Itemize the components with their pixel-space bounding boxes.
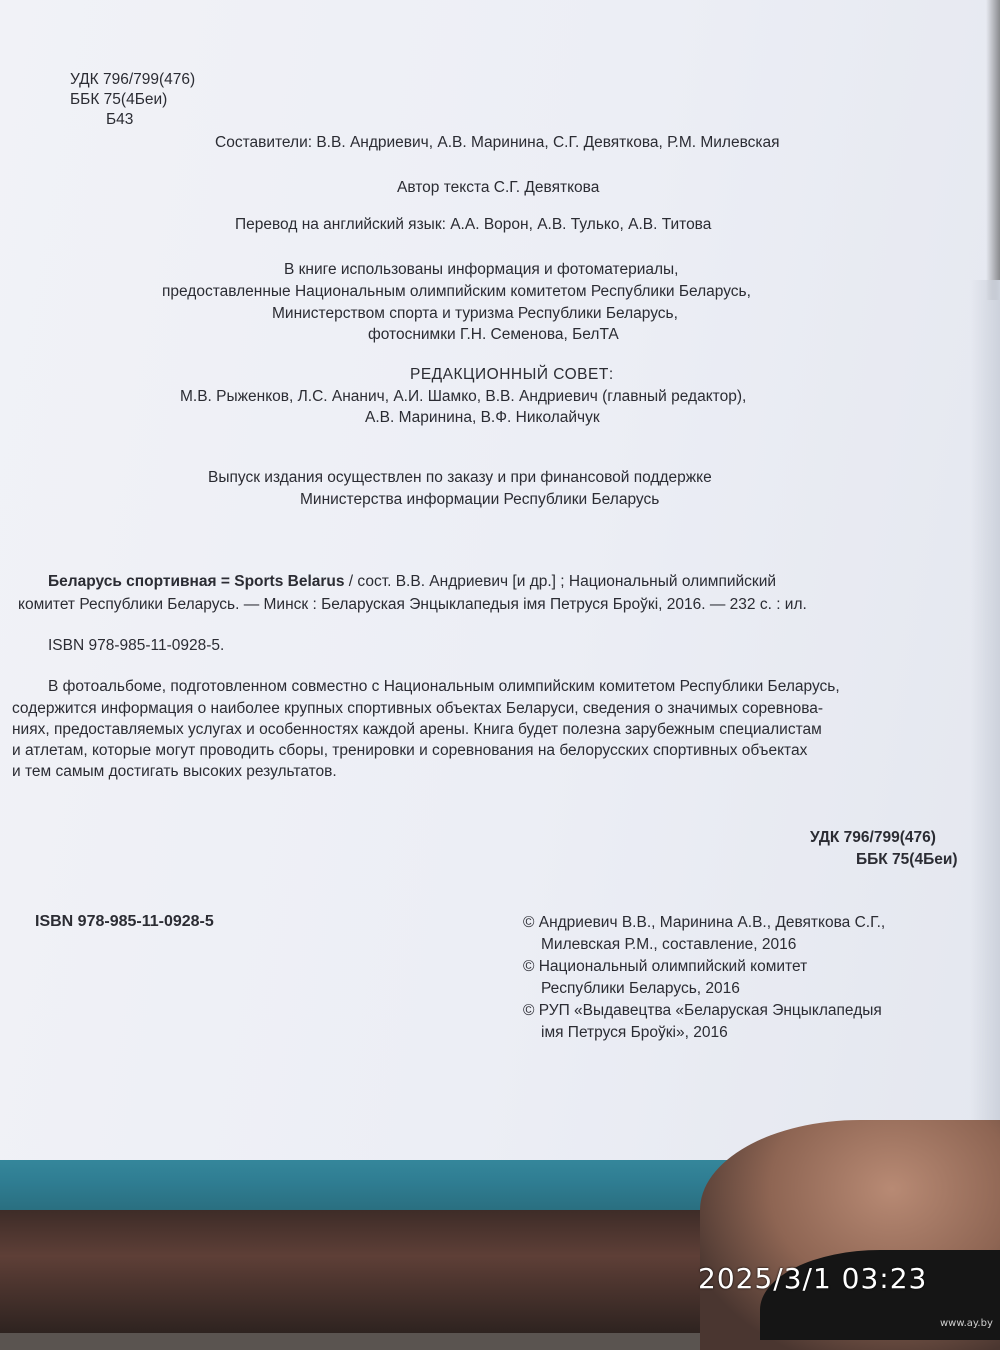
annotation-line: ниях, предоставляемых услугах и особенностях каждой арены. Книга будет полезна зарубежным специалистам xyxy=(12,721,822,738)
text-author-line: Автор текста С.Г. Девяткова xyxy=(397,179,600,196)
annotation-line: и тем самым достигать высоких результатов. xyxy=(12,763,337,780)
publication-note-line: Министерства информации Республики Беларусь xyxy=(300,491,660,508)
compilers-line: Составители: В.В. Андриевич, А.В. Маринина, С.Г. Девяткова, Р.М. Милевская xyxy=(215,134,780,151)
photo-timestamp: 2025/3/1 03:23 xyxy=(698,1262,928,1295)
photo-sources-line: фотоснимки Г.Н. Семенова, БелТА xyxy=(368,326,619,343)
photo-sources-line: Министерством спорта и туризма Республики Беларусь, xyxy=(272,305,678,322)
isbn-bottom: ISBN 978-985-11-0928-5 xyxy=(35,913,214,930)
annotation-line: и атлетам, которые могут проводить сборы, тренировки и соревнования на белорусских спортивных объектах xyxy=(12,742,808,759)
copyright-line: © Андриевич В.В., Маринина А.В., Девяткова С.Г., xyxy=(523,914,886,931)
page-edge xyxy=(970,280,1000,1140)
udk-code-top: УДК 796/799(476) xyxy=(70,71,196,88)
copyright-line: Милевская Р.М., составление, 2016 xyxy=(541,936,797,953)
copyright-line: © РУП «Выдавецтва «Беларуская Энцыклапедыя xyxy=(523,1002,882,1019)
page-shadow xyxy=(986,0,1000,300)
photo-sources-line: В книге использованы информация и фотоматериалы, xyxy=(284,261,679,278)
author-sign: Б43 xyxy=(106,111,134,128)
editorial-board-line: М.В. Рыженков, Л.С. Ананич, А.И. Шамко, В.В. Андриевич (главный редактор), xyxy=(180,388,747,405)
annotation-line: содержится информация о наиболее крупных спортивных объектах Беларуси, сведения о значимых соревнова- xyxy=(12,700,824,717)
isbn-record: ISBN 978-985-11-0928-5. xyxy=(48,637,225,654)
translation-line: Перевод на английский язык: А.А. Ворон, А.В. Тулько, А.В. Титова xyxy=(235,216,712,233)
bbk-code-top: ББК 75(4Беи) xyxy=(70,91,168,108)
site-watermark: www.ay.by xyxy=(940,1318,993,1329)
bibliographic-record-rest: / сост. В.В. Андриевич [и др.] ; Национальный олимпийский xyxy=(344,573,777,590)
bibliographic-record-line1 xyxy=(48,572,776,592)
book-title: Беларусь спортивная = Sports Belarus xyxy=(48,573,345,590)
copyright-line: імя Петруся Броўкі», 2016 xyxy=(541,1024,728,1041)
editorial-board-heading: РЕДАКЦИОННЫЙ СОВЕТ: xyxy=(410,366,614,383)
bibliographic-record-line2: комитет Республики Беларусь. — Минск : Беларуская Энцыклапедыя імя Петруся Броўкі, 2016. — 232 с. : ил. xyxy=(18,596,807,613)
copyright-line: Республики Беларусь, 2016 xyxy=(541,980,740,997)
publication-note-line: Выпуск издания осуществлен по заказу и при финансовой поддержке xyxy=(208,469,712,486)
photo-sources-line: предоставленные Национальным олимпийским комитетом Республики Беларусь, xyxy=(162,283,751,300)
bbk-code-bottom: ББК 75(4Беи) xyxy=(856,851,958,868)
udk-code-bottom: УДК 796/799(476) xyxy=(810,829,936,846)
annotation-line: В фотоальбоме, подготовленном совместно с Национальным олимпийским комитетом Республики Беларусь, xyxy=(48,678,840,695)
editorial-board-line: А.В. Маринина, В.Ф. Николайчук xyxy=(365,409,600,426)
copyright-line: © Национальный олимпийский комитет xyxy=(523,958,808,975)
